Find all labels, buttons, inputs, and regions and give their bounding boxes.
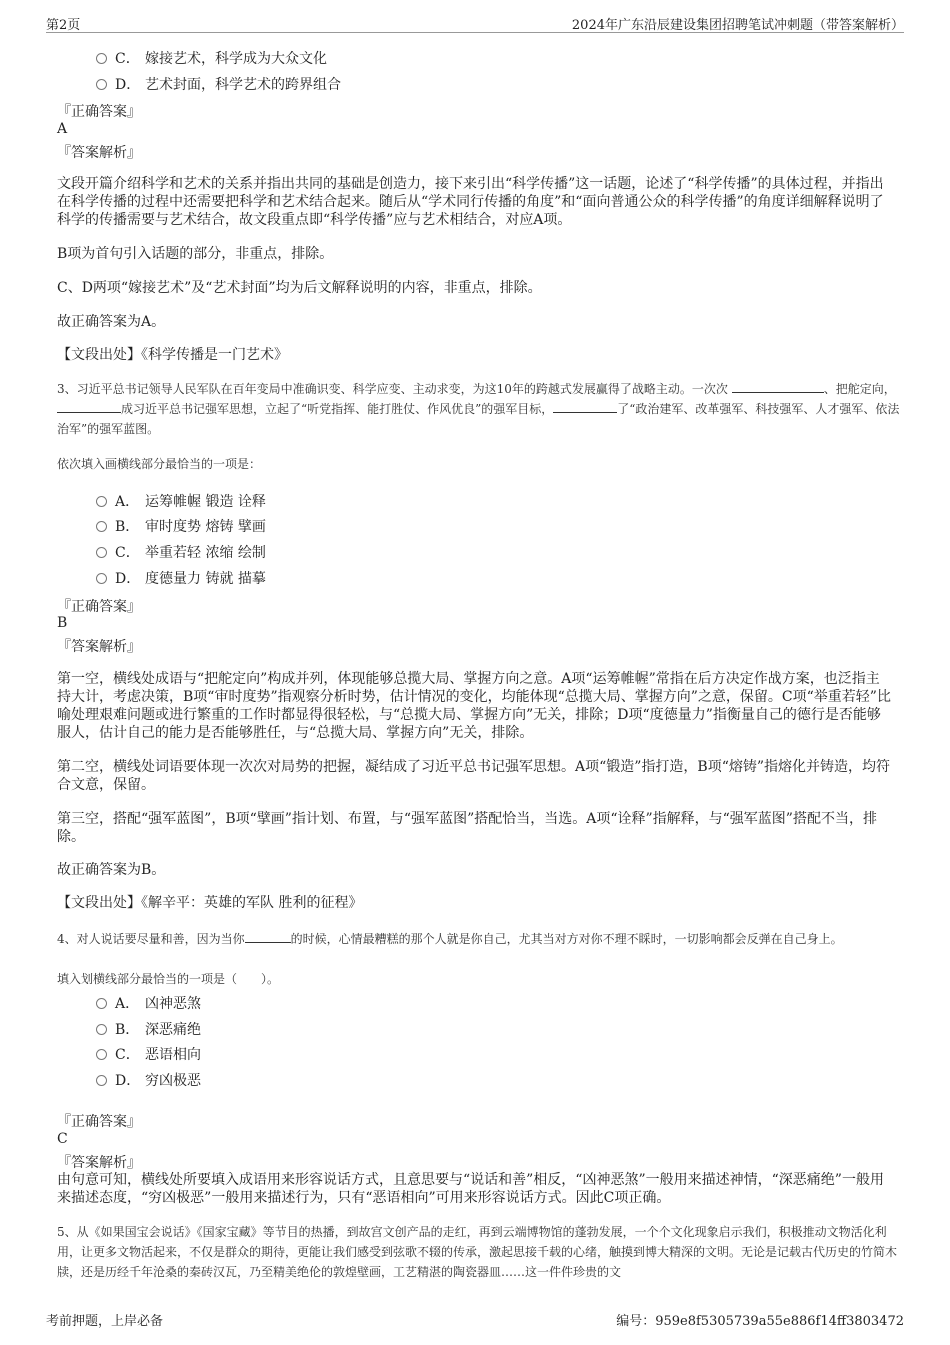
q2-source: 【文段出处】《科学传播是一门艺术》 xyxy=(57,347,288,363)
q2-analysis-paragraph: B项为首句引入话题的部分，非重点，排除。 xyxy=(57,246,334,262)
q2-answer-label: 『正确答案』 xyxy=(57,104,141,120)
q4-option-a[interactable]: A． 凶神恶煞 xyxy=(96,993,201,1013)
radio-icon[interactable] xyxy=(96,496,107,507)
q4-stem: 4、对人说话要尽量和善，因为当你 的时候，心情最糟糕的那个人就是你自己，尤其当对方对你不理不睬时，一切影响都会反弹在自己身上。 xyxy=(57,932,843,946)
q3-answer-label: 『正确答案』 xyxy=(57,599,141,615)
q3-analysis-label: 『答案解析』 xyxy=(57,639,141,655)
q2-option-c[interactable]: C． 嫁接艺术，科学成为大众文化 xyxy=(96,48,327,68)
document-title: 2024年广东沿辰建设集团招聘笔试冲刺题（带答案解析） xyxy=(571,18,904,33)
document-id: 编号：959e8f5305739a55e886f14ff3803472 xyxy=(616,1314,904,1329)
q3-stem: 3、习近平总书记领导人民军队在百年变局中准确识变、科学应变、主动求变，为这10年的跨越式发展赢得了战略主动。一次次 、把舵定向，成习近平总书记强军思想，立起了“听党指挥、能打胜仗、作风优良”的强军目标， 了“政治建军、改革强军、科技强军、人才强军、依法治军”的强军蓝图。 xyxy=(57,382,900,436)
q4-prompt: 填入划横线部分最恰当的一项是（ ）。 xyxy=(57,972,280,986)
blank-1 xyxy=(732,380,824,393)
radio-icon[interactable] xyxy=(96,521,107,532)
q4-option-c[interactable]: C． 恶语相向 xyxy=(96,1044,201,1064)
radio-icon[interactable] xyxy=(96,1024,107,1035)
q3-prompt: 依次填入画横线部分最恰当的一项是： xyxy=(57,457,262,471)
q3-option-d[interactable]: D． 度德量力 铸就 描摹 xyxy=(96,568,266,588)
q4-option-d[interactable]: D． 穷凶极恶 xyxy=(96,1070,201,1090)
footer-slogan: 考前押题，上岸必备 xyxy=(46,1314,164,1329)
q4-analysis-label: 『答案解析』 xyxy=(57,1155,141,1171)
blank-1 xyxy=(245,930,291,943)
q3-option-a[interactable]: A． 运筹帷幄 锻造 诠释 xyxy=(96,491,266,511)
q2-analysis-conclusion: 故正确答案为A。 xyxy=(57,314,166,330)
q3-analysis-paragraph: 第一空，横线处成语与“把舵定向”构成并列，体现能够总揽大局、掌握方向之意。A项“运筹帷幄”常指在后方决定作战方案，也泛指主持大计，考虑决策，B项“审时度势”指观察分析时势，估计情况的变化，均能体现“总揽大局、掌握方向”之意，保留。C项“举重若轻”比喻处理艰难问题或进行繁重的工作时都显得很轻松，与“总揽大局、掌握方向”无关，排除；D项“度德量力”指衡量自己的德行是否能够服人，估计自己的能力是否能够胜任，与“总揽大局、掌握方向”无关，排除。 xyxy=(57,671,891,741)
q4-answer-label: 『正确答案』 xyxy=(57,1114,141,1130)
q3-analysis-conclusion: 故正确答案为B。 xyxy=(57,862,166,878)
page-number: 第2页 xyxy=(46,18,81,33)
blank-3 xyxy=(553,400,617,413)
q2-option-d[interactable]: D． 艺术封面，科学艺术的跨界组合 xyxy=(96,74,341,94)
q3-answer: B xyxy=(57,615,68,631)
radio-icon[interactable] xyxy=(96,1075,107,1086)
q3-option-b[interactable]: B． 审时度势 熔铸 擘画 xyxy=(96,516,266,536)
q3-option-c[interactable]: C． 举重若轻 浓缩 绘制 xyxy=(96,542,266,562)
q2-analysis-paragraph: 文段开篇介绍科学和艺术的关系并指出共同的基础是创造力，接下来引出“科学传播”这一话题，论述了“科学传播”的具体过程，并指出在科学传播的过程中还需要把科学和艺术结合起来。随后从“学术同行传播的角度”和“面向普通公众的科学传播”的角度详细解释说明了科学的传播需要与艺术结合，故文段重点即“科学传播”应与艺术相结合，对应A项。 xyxy=(57,176,884,228)
q4-answer: C xyxy=(57,1131,68,1147)
q4-analysis-paragraph: 由句意可知，横线处所要填入成语用来形容说话方式，且意思要与“说话和善”相反，“凶神恶煞”一般用来描述神情，“深恶痛绝”一般用来描述态度，“穷凶极恶”一般用来描述行为，只有“恶语相向”可用来形容说话方式。因此C项正确。 xyxy=(57,1172,884,1206)
q3-analysis-paragraph: 第二空，横线处词语要体现一次次对局势的把握，凝结成了习近平总书记强军思想。A项“锻造”指打造，B项“熔铸”指熔化并铸造，均符合文意，保留。 xyxy=(57,759,891,793)
q3-analysis-paragraph: 第三空，搭配“强军蓝图”，B项“擘画”指计划、布置，与“强军蓝图”搭配恰当，当选。A项“诠释”指解释，与“强军蓝图”搭配不当，排除。 xyxy=(57,811,877,845)
q2-analysis-label: 『答案解析』 xyxy=(57,145,141,161)
blank-2 xyxy=(57,400,121,413)
q3-source: 【文段出处】《解辛平：英雄的军队 胜利的征程》 xyxy=(57,895,363,911)
q5-stem: 5、从《如果国宝会说话》《国家宝藏》等节目的热播，到故宫文创产品的走红，再到云端博物馆的蓬勃发展，一个个文化现象启示我们，积极推动文物活化利用，让更多文物活起来，不仅是群众的期待，更能让我们感受到弦歌不辍的传承，激起思接千载的心绪，触摸到博大精深的文明。无论是记载古代历史的竹简木牍，还是历经千年沧桑的秦砖汉瓦，乃至精美绝伦的敦煌壁画，工艺精湛的陶瓷器皿……这一件件珍贵的文 xyxy=(57,1225,898,1279)
q2-answer: A xyxy=(57,121,68,137)
radio-icon[interactable] xyxy=(96,1049,107,1060)
page-header xyxy=(46,10,904,33)
radio-icon[interactable] xyxy=(96,79,107,90)
radio-icon[interactable] xyxy=(96,547,107,558)
radio-icon[interactable] xyxy=(96,998,107,1009)
q4-option-b[interactable]: B． 深恶痛绝 xyxy=(96,1019,201,1039)
radio-icon[interactable] xyxy=(96,53,107,64)
q2-analysis-paragraph: C、D两项“嫁接艺术”及“艺术封面”均为后文解释说明的内容，非重点，排除。 xyxy=(57,280,542,296)
radio-icon[interactable] xyxy=(96,573,107,584)
